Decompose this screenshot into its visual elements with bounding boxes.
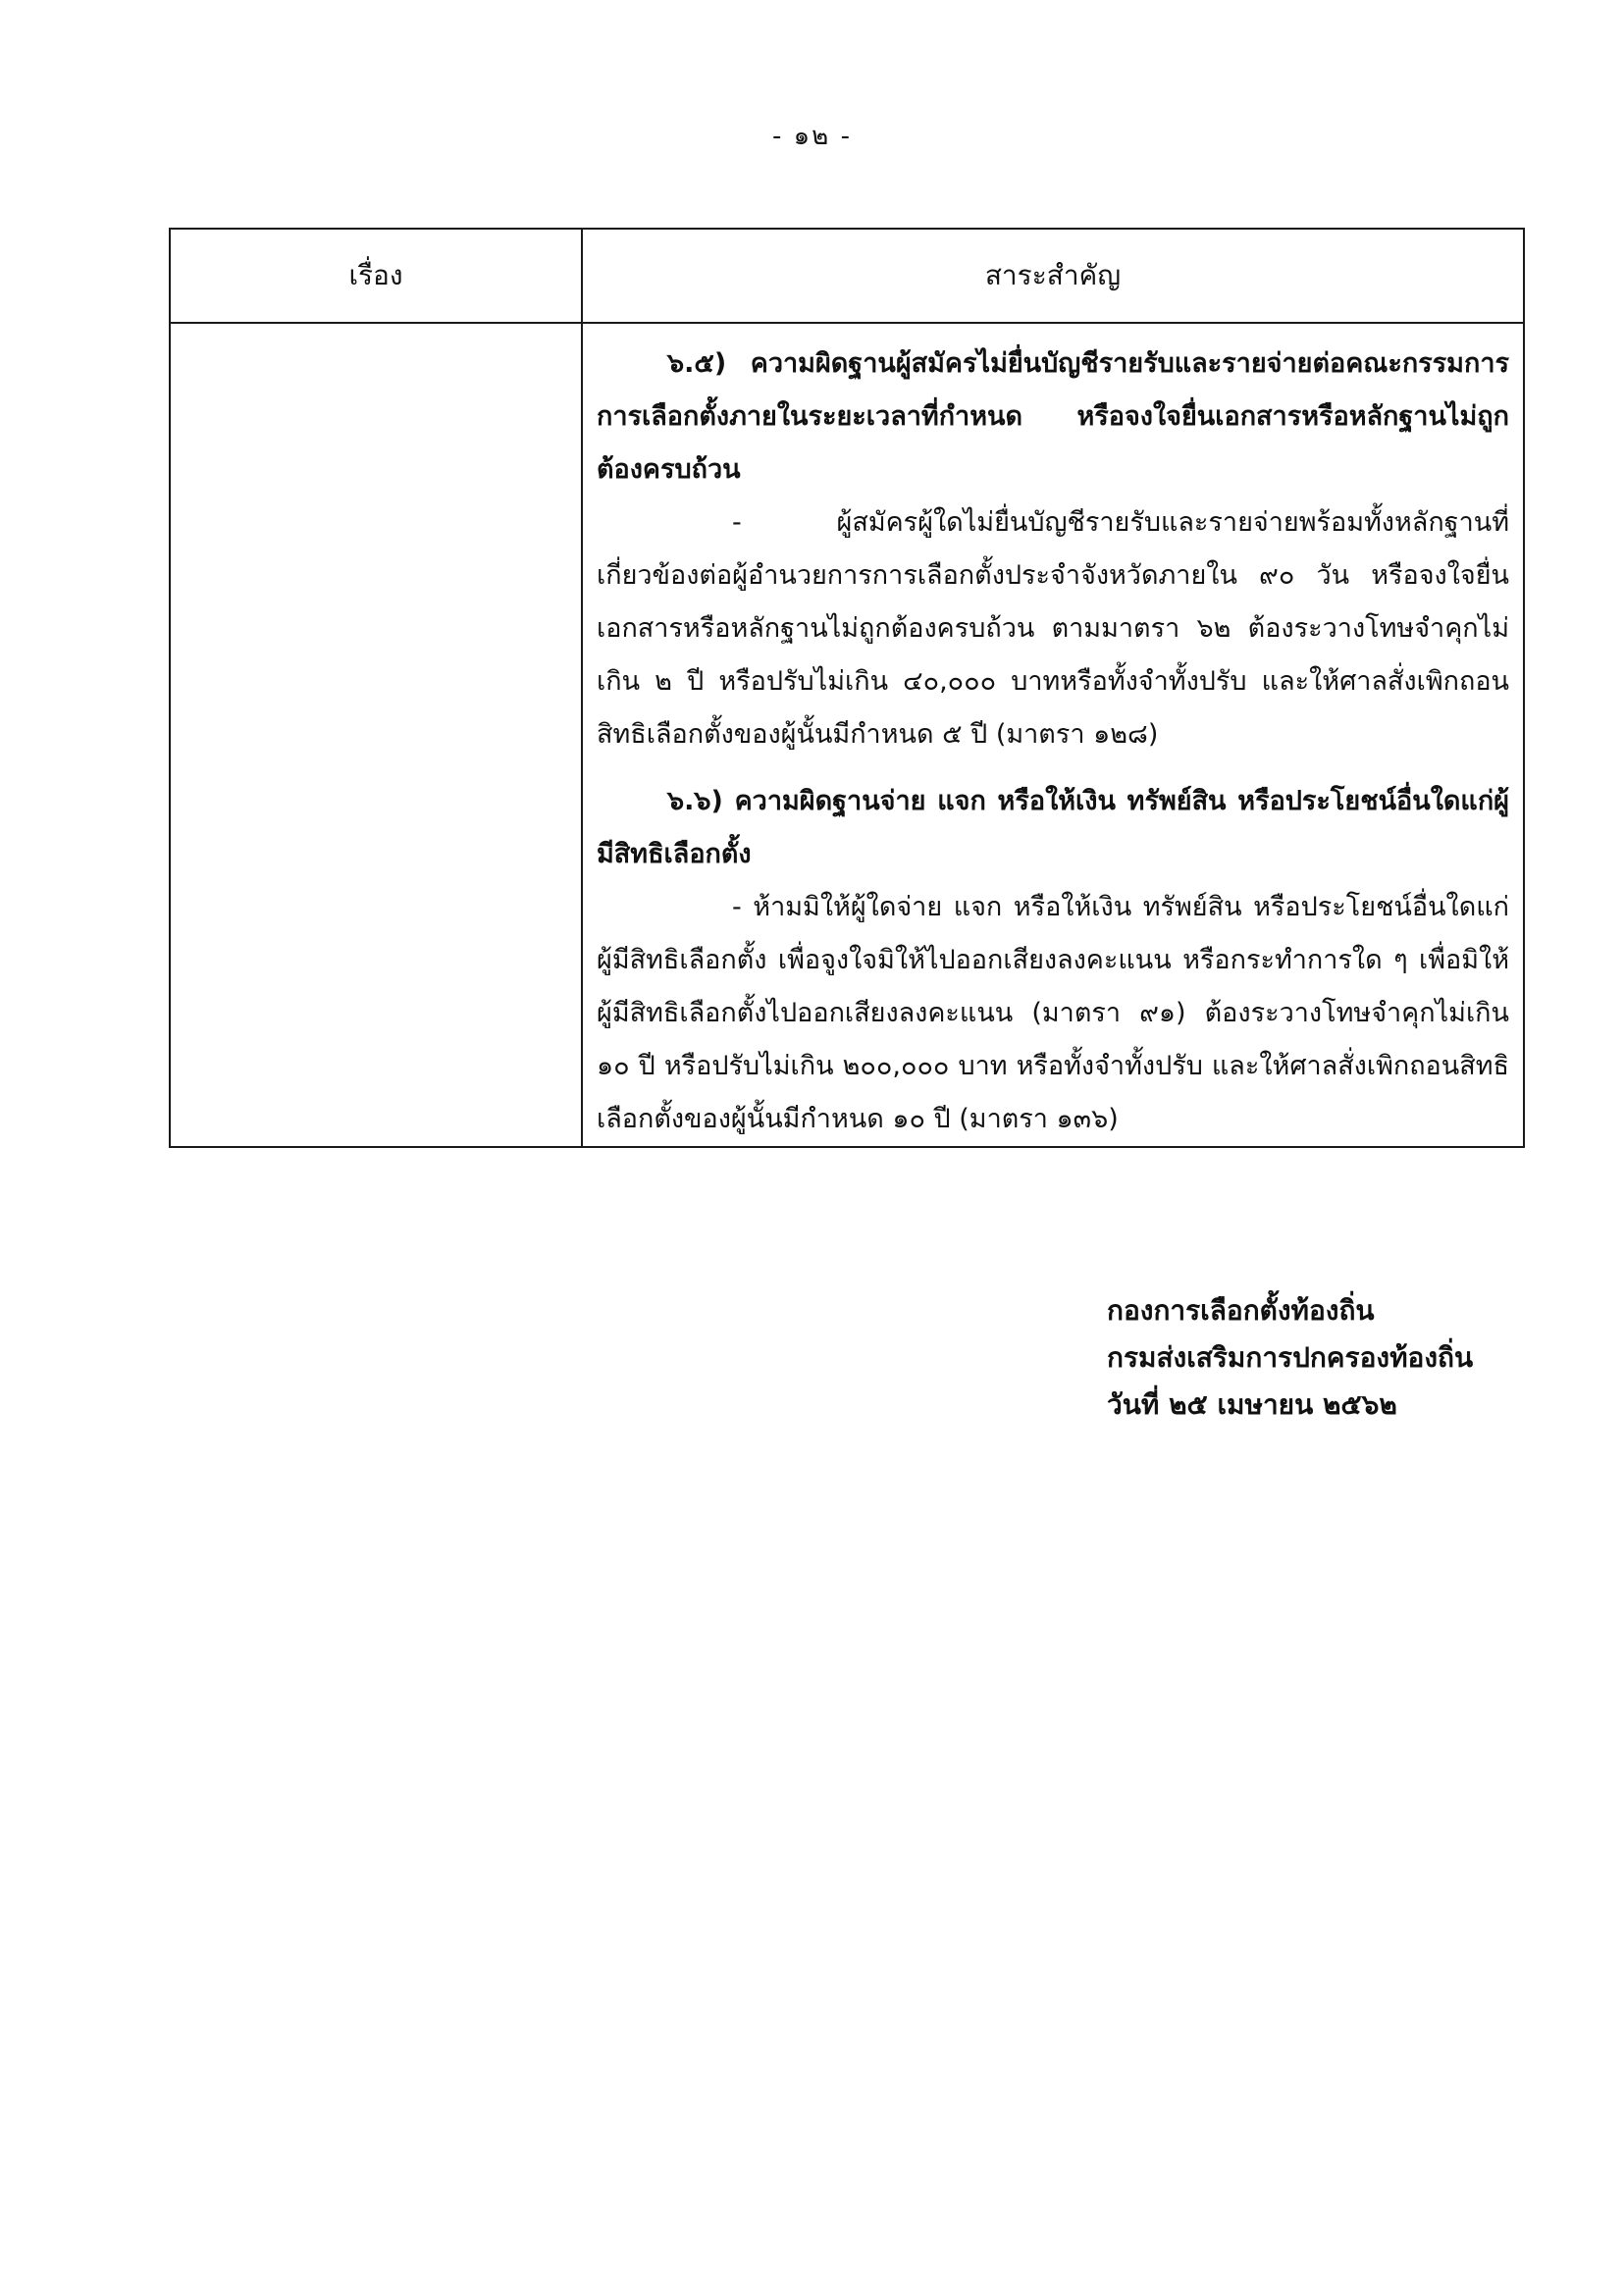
section-heading-6-6: ๖.๖) ความผิดฐานจ่าย แจก หรือให้เงิน ทรัพย์สิน หรือประโยชน์อื่นใดแก่ผู้มีสิทธิเลือกตั้ง — [597, 786, 1509, 869]
section-gap — [597, 761, 1509, 775]
summary-table — [169, 228, 1525, 1148]
page-number: - ๑๒ - — [772, 122, 852, 151]
summary-cell — [582, 323, 1524, 1147]
subject-cell — [170, 323, 582, 1147]
signature-department: กรมส่งเสริมการปกครองท้องถิ่น — [1107, 1341, 1474, 1374]
signature-division: กองการเลือกตั้งท้องถิ่น — [1107, 1294, 1375, 1327]
column-header-summary: สาระสำคัญ — [582, 229, 1524, 323]
signature-block — [1107, 1287, 1473, 1429]
section-body-6-5: - ผู้สมัครผู้ใดไม่ยื่นบัญชีรายรับและรายจ่ายพร้อมทั้งหลักฐานที่เกี่ยวข้องต่อผู้อำนวยการการเลือกตั้งประจำจังหวัดภายใน ๙๐ วัน หรือจงใจยื่นเอกสารหรือหลักฐานไม่ถูกต้องครบถ้วน ตามมาตรา ๖๒ ต้องระวางโทษจำคุกไม่เกิน ๒ ปี หรือปรับไม่เกิน ๔๐,๐๐๐ บาทหรือทั้งจำทั้งปรับ และให้ศาลสั่งเพิกถอนสิทธิเลือกตั้งของผู้นั้นมีกำหนด ๕ ปี (มาตรา ๑๒๘) — [597, 507, 1509, 750]
table-header-row — [170, 229, 1524, 323]
column-header-subject: เรื่อง — [170, 229, 582, 323]
section-body-6-6: - ห้ามมิให้ผู้ใดจ่าย แจก หรือให้เงิน ทรัพย์สิน หรือประโยชน์อื่นใดแก่ผู้มีสิทธิเลือกตั้ง เพื่อจูงใจมิให้ไปออกเสียงลงคะแนน หรือกระทำการใด ๆ เพื่อมิให้ผู้มีสิทธิเลือกตั้งไปออกเสียงลงคะแนน (มาตรา ๙๑) ต้องระวางโทษจำคุกไม่เกิน ๑๐ ปี หรือปรับไม่เกิน ๒๐๐,๐๐๐ บาท หรือทั้งจำทั้งปรับ และให้ศาลสั่งเพิกถอนสิทธิเลือกตั้งของผู้นั้นมีกำหนด ๑๐ ปี (มาตรา ๑๓๖) — [597, 892, 1509, 1134]
signature-date: วันที่ ๒๕ เมษายน ๒๕๖๒ — [1107, 1388, 1397, 1421]
section-heading-6-5: ๖.๕) ความผิดฐานผู้สมัครไม่ยื่นบัญชีรายรับและรายจ่ายต่อคณะกรรมการการเลือกตั้งภายในระยะเวลาที่กำหนด หรือจงใจยื่นเอกสารหรือหลักฐานไม่ถูกต้องครบถ้วน — [597, 348, 1509, 485]
table-row — [170, 323, 1524, 1147]
